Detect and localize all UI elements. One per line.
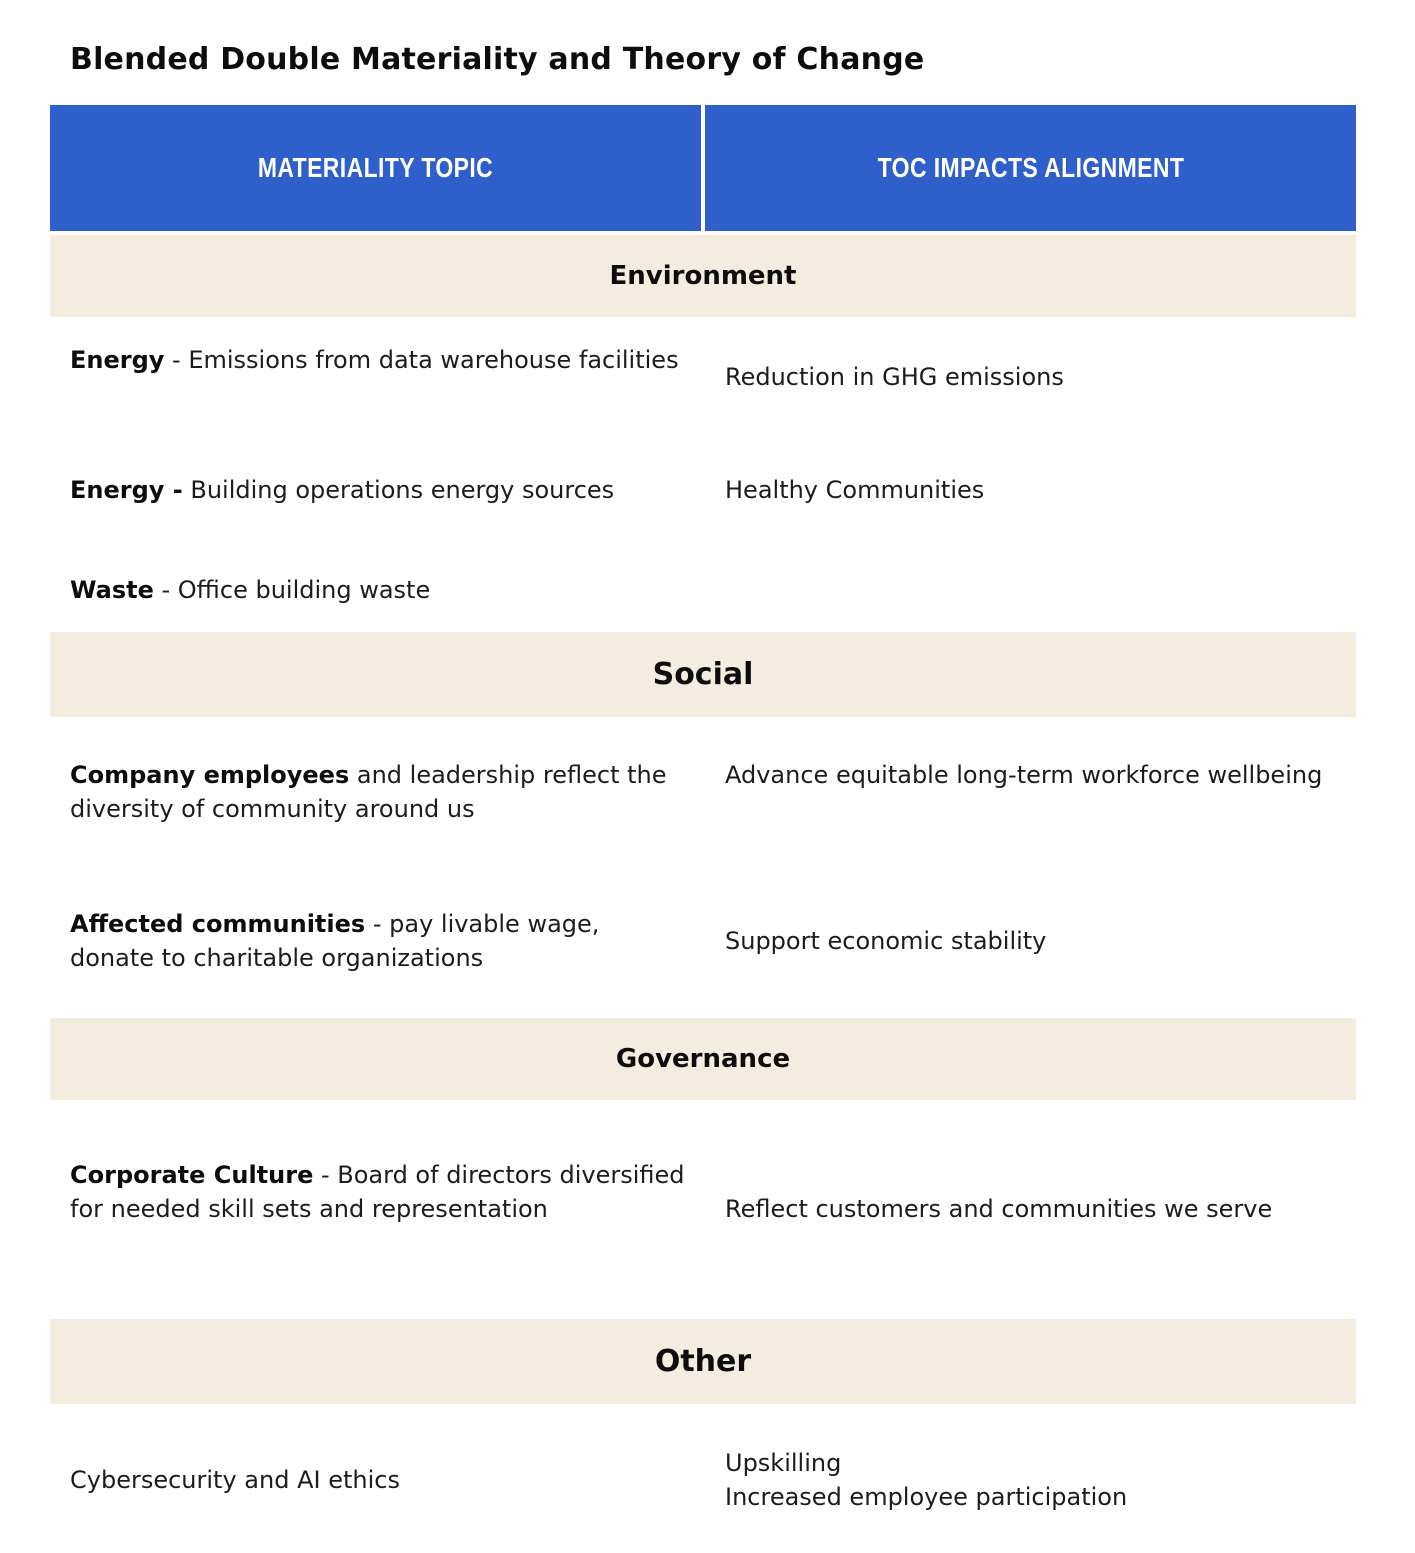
table-row-impact: Healthy Communities bbox=[725, 476, 985, 504]
topic-text: - Board of directors diversified for needed skill sets and representation bbox=[70, 1161, 685, 1223]
impact-line: Upskilling bbox=[725, 1449, 842, 1477]
table-row-impact: Support economic stability bbox=[725, 927, 1047, 955]
topic-text: Building operations energy sources bbox=[182, 476, 615, 504]
section-title: Social bbox=[652, 657, 754, 692]
column-header-materiality-topic bbox=[50, 105, 701, 231]
section-title: Governance bbox=[615, 1044, 791, 1074]
topic-bold: Company employees bbox=[70, 761, 350, 789]
section-header-governance bbox=[50, 1018, 1356, 1100]
table-row-topic bbox=[70, 1158, 690, 1226]
topic-text: - Office building waste bbox=[153, 576, 431, 604]
table-row-topic bbox=[70, 343, 690, 377]
table-row-impact: Reduction in GHG emissions bbox=[725, 363, 1064, 391]
section-header-other bbox=[50, 1319, 1356, 1404]
topic-bold: Energy bbox=[70, 346, 165, 374]
topic-bold: Corporate Culture bbox=[70, 1161, 314, 1189]
topic-bold: Waste bbox=[70, 576, 154, 604]
topic-text: and leadership reflect the diversity of community around us bbox=[70, 761, 667, 823]
section-title: Environment bbox=[609, 261, 797, 291]
table-row-topic bbox=[70, 907, 690, 975]
impact-line: Increased employee participation bbox=[725, 1483, 1128, 1511]
topic-text: - pay livable wage, donate to charitable organizations bbox=[70, 910, 600, 972]
page-title: Blended Double Materiality and Theory of Change bbox=[70, 42, 925, 77]
table-row-topic: Cybersecurity and AI ethics bbox=[70, 1466, 400, 1494]
column-header-toc-impacts bbox=[705, 105, 1356, 231]
table-row-impact: Reflect customers and communities we serve bbox=[725, 1195, 1273, 1223]
section-header-environment bbox=[50, 235, 1356, 317]
section-title: Other bbox=[654, 1344, 752, 1379]
column-header-label: TOC IMPACTS ALIGNMENT bbox=[877, 152, 1184, 183]
topic-bold: Energy - bbox=[70, 476, 183, 504]
section-header-social bbox=[50, 632, 1356, 717]
table-row-topic bbox=[70, 573, 690, 607]
table-row-impact: Advance equitable long-term workforce wellbeing bbox=[725, 761, 1323, 789]
table-row-topic bbox=[70, 473, 690, 507]
table-row-impact bbox=[725, 1446, 1345, 1514]
topic-text: - Emissions from data warehouse facilities bbox=[164, 346, 679, 374]
table-row-topic bbox=[70, 758, 690, 826]
topic-bold: Affected communities bbox=[70, 910, 366, 938]
column-header-label: MATERIALITY TOPIC bbox=[257, 152, 494, 183]
